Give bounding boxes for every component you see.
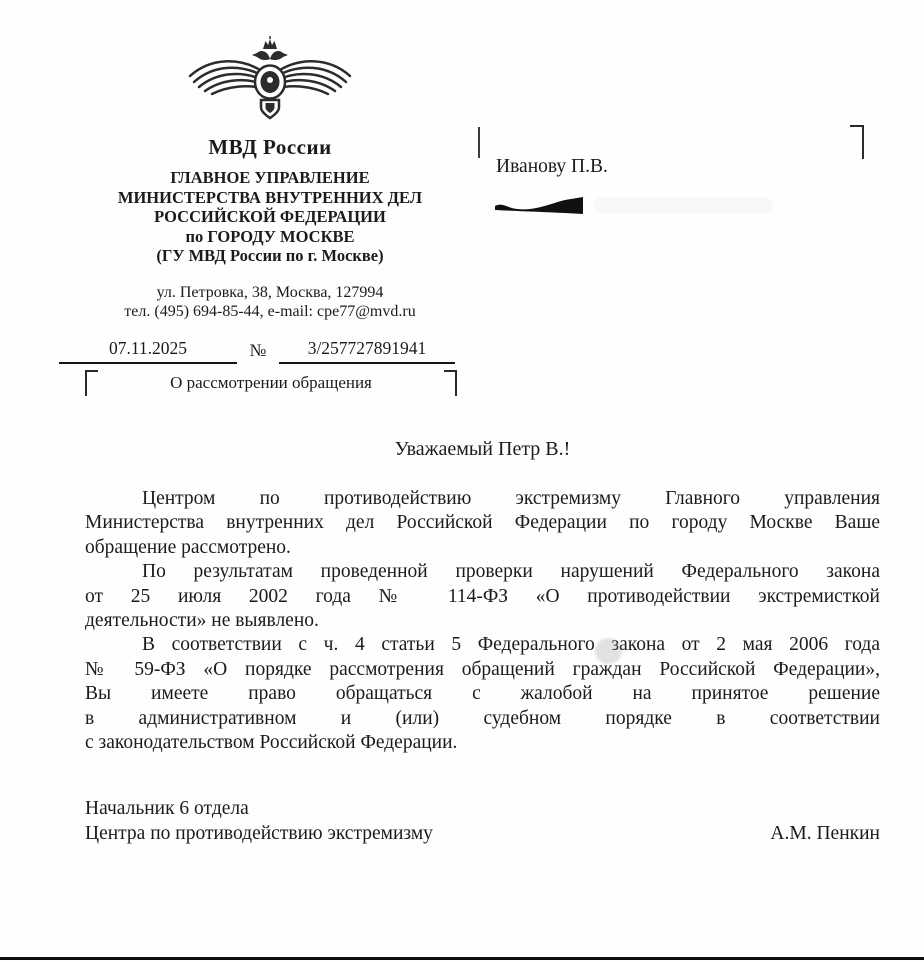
paragraph (85, 487, 880, 560)
body-line: обращение рассмотрено. (85, 536, 291, 558)
org-name-short: МВД России (208, 135, 332, 159)
salutation: Уважаемый Петр В.! (394, 438, 571, 460)
body-line: от 25 июля 2002 года № 114-ФЗ «О противодействии экстремисткой (85, 585, 880, 607)
body-line: № 59-ФЗ «О порядке рассмотрения обращений граждан Российской Федерации», (85, 658, 880, 680)
org-name-full (55, 168, 485, 266)
body-line: Вы имеете право обращаться с жалобой на принятое решение (85, 683, 880, 705)
number-sign: № (249, 339, 267, 360)
corner-bracket-left-icon (85, 370, 98, 396)
recipient-name: Иванову П.В. (496, 156, 608, 177)
subject-line: О рассмотрении обращения (170, 373, 372, 392)
org-line: РОССИЙСКОЙ ФЕДЕРАЦИИ (154, 207, 386, 226)
body-line: с законодательством Российской Федерации. (85, 732, 458, 754)
signature-block (85, 796, 880, 846)
redaction-mark (495, 196, 587, 223)
signer-name: А.М. Пенкин (770, 823, 880, 844)
corner-bracket-right-icon (444, 370, 457, 396)
recipient-block (478, 123, 870, 233)
body-line: деятельности» не выявлено. (85, 610, 319, 632)
signer-position-line2: Центра по противодействию экстремизму (85, 823, 433, 844)
address-line: ул. Петровка, 38, Москва, 127994 (156, 283, 384, 301)
signer-position-line1: Начальник 6 отдела (85, 798, 249, 819)
org-address (55, 283, 485, 322)
paragraph (85, 560, 880, 633)
body-line: Центром по противодействию экстремизму Главного управления (142, 488, 880, 509)
letterhead (55, 36, 485, 364)
org-line: МИНИСТЕРСТВА ВНУТРЕННИХ ДЕЛ (117, 187, 423, 207)
body-line: Министерства внутренних дел Российской Федерации по городу Москве Ваше (85, 512, 880, 534)
org-line: (ГУ МВД России по г. Москве) (156, 246, 384, 265)
body-line: В соответствии с ч. 4 статьи 5 Федерального закона от 2 мая 2006 года (142, 634, 880, 656)
photo-edge-line (0, 957, 924, 960)
org-line: ГЛАВНОЕ УПРАВЛЕНИЕ (170, 168, 370, 187)
photo-smudge (595, 638, 622, 664)
org-line: по ГОРОДУ МОСКВЕ (185, 226, 355, 246)
corner-tick-left-icon (478, 127, 480, 158)
mvd-eagle-emblem-icon (185, 36, 355, 129)
body-line: По результатам проведенной проверки нарушений Федерального закона (142, 561, 880, 583)
paragraph (85, 633, 880, 755)
date-number-row (55, 338, 485, 364)
letter-body (85, 487, 880, 755)
address-line: тел. (495) 694-85-44, e-mail: cpe77@mvd.ru (124, 303, 416, 320)
letter-number: 3/257727891941 (279, 338, 455, 364)
letter-date: 07.11.2025 (59, 338, 237, 364)
faint-smudge (593, 197, 773, 213)
corner-bracket-right-icon (850, 125, 864, 159)
body-line: в административном и (или) судебном порядке в соответствии (85, 707, 880, 729)
subject-block (85, 368, 457, 398)
